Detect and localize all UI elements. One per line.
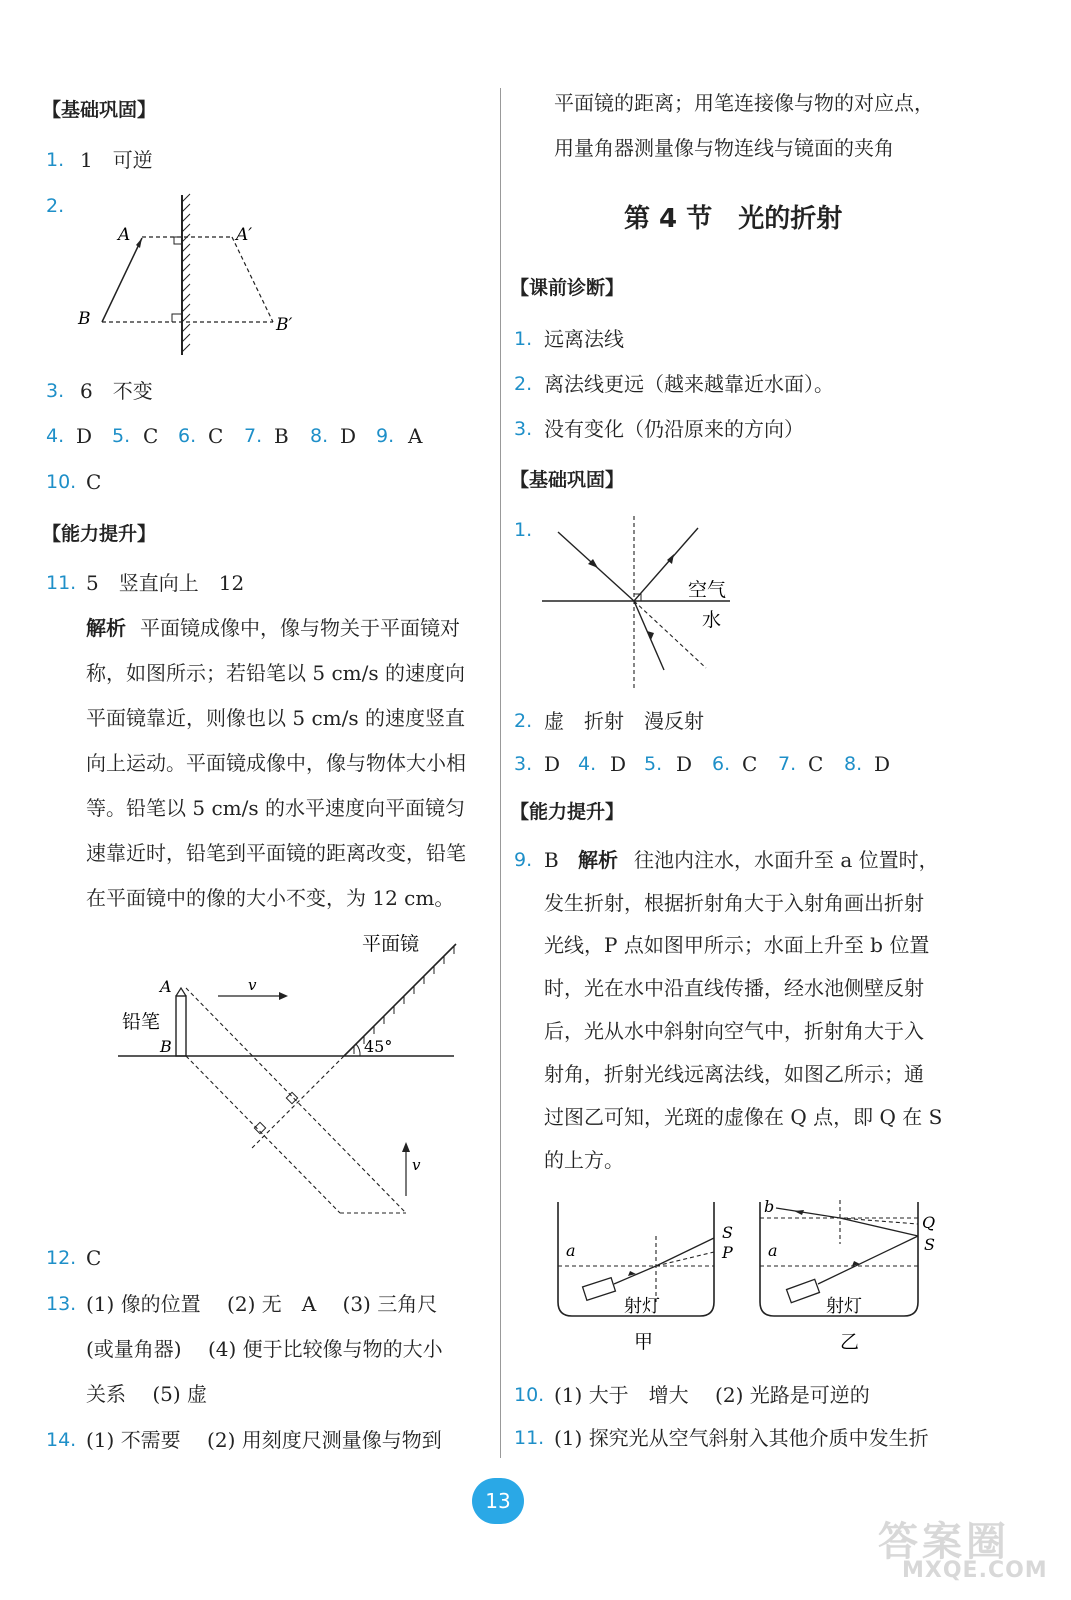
question-number: 1. bbox=[514, 328, 533, 350]
label-pencil: 铅笔 bbox=[122, 1011, 161, 1033]
continued-text: 平面镜的距离；用笔连接像与物的对应点， bbox=[554, 91, 934, 115]
analysis-line: 往池内注水，水面升至 a 位置时， bbox=[634, 848, 939, 872]
question-number: 5. bbox=[644, 753, 663, 775]
answer-text: C bbox=[808, 752, 824, 776]
label-S: S bbox=[722, 1223, 733, 1242]
answer-text: C bbox=[208, 424, 224, 448]
answer-text: C bbox=[86, 1246, 102, 1270]
label-S: S bbox=[924, 1235, 935, 1254]
answer-text: B bbox=[544, 848, 559, 872]
answer-text: 远离法线 bbox=[544, 327, 624, 351]
question-number: 9. bbox=[376, 425, 395, 447]
refraction-diagram bbox=[538, 512, 738, 694]
label-angle: 45° bbox=[364, 1037, 393, 1056]
question-number: 6. bbox=[712, 753, 731, 775]
analysis-line: 的上方。 bbox=[544, 1148, 624, 1172]
answer-text: (1) 大于 增大 (2) 光路是可逆的 bbox=[554, 1383, 870, 1407]
answer-text: 1 可逆 bbox=[80, 148, 153, 172]
answer-text: D bbox=[610, 752, 627, 776]
label-B: B bbox=[160, 1037, 172, 1056]
analysis-line: 过图乙可知，光斑的虚像在 Q 点，即 Q 在 S bbox=[544, 1105, 943, 1129]
label-b-level: b bbox=[764, 1197, 775, 1216]
answer-text: 没有变化（仍沿原来的方向） bbox=[544, 417, 804, 441]
label-A-prime: A′ bbox=[236, 225, 253, 245]
question-number: 4. bbox=[578, 753, 597, 775]
page-number: 13 bbox=[472, 1478, 524, 1524]
question-number: 2. bbox=[514, 373, 533, 395]
label-a-level: a bbox=[566, 1241, 576, 1260]
answer-text: 虚 折射 漫反射 bbox=[544, 709, 704, 733]
analysis-line: 在平面镜中的像的大小不变，为 12 cm。 bbox=[86, 886, 455, 910]
analysis-line: 速靠近时，铅笔到平面镜的距离改变，铅笔 bbox=[86, 841, 466, 865]
answer-text: B bbox=[274, 424, 289, 448]
label-v-vertical: v bbox=[412, 1156, 421, 1174]
section-header-prediag: 【课前诊断】 bbox=[510, 277, 625, 299]
analysis-line: 平面镜成像中，像与物关于平面镜对 bbox=[140, 616, 460, 640]
question-number: 1. bbox=[514, 519, 533, 541]
label-mirror: 平面镜 bbox=[362, 933, 420, 955]
label-v-horizontal: v bbox=[248, 976, 257, 994]
answer-text: C bbox=[742, 752, 758, 776]
caption-jia: 甲 bbox=[634, 1331, 654, 1353]
question-number: 4. bbox=[46, 425, 65, 447]
pencil-mirror-diagram bbox=[110, 928, 470, 1228]
answer-text: 6 不变 bbox=[80, 379, 153, 403]
question-number: 2. bbox=[46, 195, 65, 217]
column-divider bbox=[500, 88, 501, 1458]
answer-text: (1) 像的位置 (2) 无 A (3) 三角尺 bbox=[86, 1292, 438, 1316]
answer-text: C bbox=[143, 424, 159, 448]
analysis-line: 时，光在水中沿直线传播，经水池侧壁反射 bbox=[544, 976, 924, 1000]
analysis-line: 称，如图所示；若铅笔以 5 cm/s 的速度向 bbox=[86, 661, 465, 685]
question-number: 9. bbox=[514, 849, 533, 871]
question-number: 7. bbox=[778, 753, 797, 775]
answer-text: 离法线更远（越来越靠近水面）。 bbox=[544, 372, 834, 396]
answer-text: (或量角器) (4) 便于比较像与物的大小 bbox=[86, 1337, 443, 1361]
question-number: 10. bbox=[514, 1384, 545, 1406]
question-number: 8. bbox=[310, 425, 329, 447]
label-water: 水 bbox=[702, 609, 722, 631]
question-number: 6. bbox=[178, 425, 197, 447]
label-A: A bbox=[118, 225, 131, 245]
answer-text: D bbox=[76, 424, 93, 448]
analysis-line: 平面镜靠近，则像也以 5 cm/s 的速度竖直 bbox=[86, 706, 465, 730]
label-P: P bbox=[722, 1243, 733, 1262]
answer-text: D bbox=[340, 424, 357, 448]
label-A: A bbox=[160, 977, 172, 996]
answer-text: 5 竖直向上 12 bbox=[86, 571, 245, 595]
analysis-line: 射角，折射光线远离法线，如图乙所示；通 bbox=[544, 1062, 924, 1086]
question-number: 8. bbox=[844, 753, 863, 775]
question-number: 13. bbox=[46, 1293, 77, 1315]
question-number: 14. bbox=[46, 1429, 77, 1451]
analysis-tag: 解析 bbox=[578, 848, 618, 872]
label-spotlight: 射灯 bbox=[826, 1296, 862, 1317]
section-header-basic: 【基础巩固】 bbox=[510, 469, 625, 491]
label-B: B bbox=[78, 309, 91, 329]
section-header-ability: 【能力提升】 bbox=[510, 801, 625, 823]
label-spotlight: 射灯 bbox=[624, 1296, 660, 1317]
watermark-url: MXQE.COM bbox=[902, 1558, 1048, 1583]
mirror-diagram bbox=[70, 190, 300, 360]
analysis-line: 等。铅笔以 5 cm/s 的水平速度向平面镜匀 bbox=[86, 796, 465, 820]
answer-text: 关系 (5) 虚 bbox=[86, 1382, 208, 1406]
question-number: 3. bbox=[46, 380, 65, 402]
question-number: 5. bbox=[112, 425, 131, 447]
answer-text: D bbox=[544, 752, 561, 776]
answer-text: (1) 不需要 (2) 用刻度尺测量像与物到 bbox=[86, 1428, 442, 1452]
label-B-prime: B′ bbox=[276, 315, 293, 335]
section-header-basic: 【基础巩固】 bbox=[42, 99, 157, 121]
question-number: 3. bbox=[514, 753, 533, 775]
question-number: 2. bbox=[514, 710, 533, 732]
section-title: 第 4 节 光的折射 bbox=[624, 204, 843, 234]
caption-yi: 乙 bbox=[840, 1331, 860, 1353]
analysis-line: 后，光从水中斜射向空气中，折射角大于入 bbox=[544, 1019, 924, 1043]
analysis-line: 向上运动。平面镜成像中，像与物体大小相 bbox=[86, 751, 466, 775]
label-Q: Q bbox=[922, 1213, 936, 1232]
question-number: 10. bbox=[46, 471, 77, 493]
answer-text: C bbox=[86, 470, 102, 494]
analysis-tag: 解析 bbox=[86, 616, 126, 640]
answer-text: (1) 探究光从空气斜射入其他介质中发生折 bbox=[554, 1426, 929, 1450]
question-number: 1. bbox=[46, 149, 65, 171]
question-number: 12. bbox=[46, 1247, 77, 1269]
label-a-level: a bbox=[768, 1241, 778, 1260]
pool-diagrams bbox=[548, 1192, 948, 1362]
question-number: 3. bbox=[514, 418, 533, 440]
answer-text: D bbox=[676, 752, 693, 776]
analysis-line: 光线，P 点如图甲所示；水面上升至 b 位置 bbox=[544, 933, 930, 957]
answer-text: D bbox=[874, 752, 891, 776]
question-number: 11. bbox=[46, 572, 77, 594]
watermark-logo: 答案圈 bbox=[878, 1519, 1010, 1565]
label-air: 空气 bbox=[688, 579, 727, 601]
question-number: 11. bbox=[514, 1427, 545, 1449]
continued-text: 用量角器测量像与物连线与镜面的夹角 bbox=[554, 136, 894, 160]
section-header-ability: 【能力提升】 bbox=[42, 523, 157, 545]
analysis-line: 发生折射，根据折射角大于入射角画出折射 bbox=[544, 891, 924, 915]
question-number: 7. bbox=[244, 425, 263, 447]
answer-text: A bbox=[408, 424, 423, 448]
